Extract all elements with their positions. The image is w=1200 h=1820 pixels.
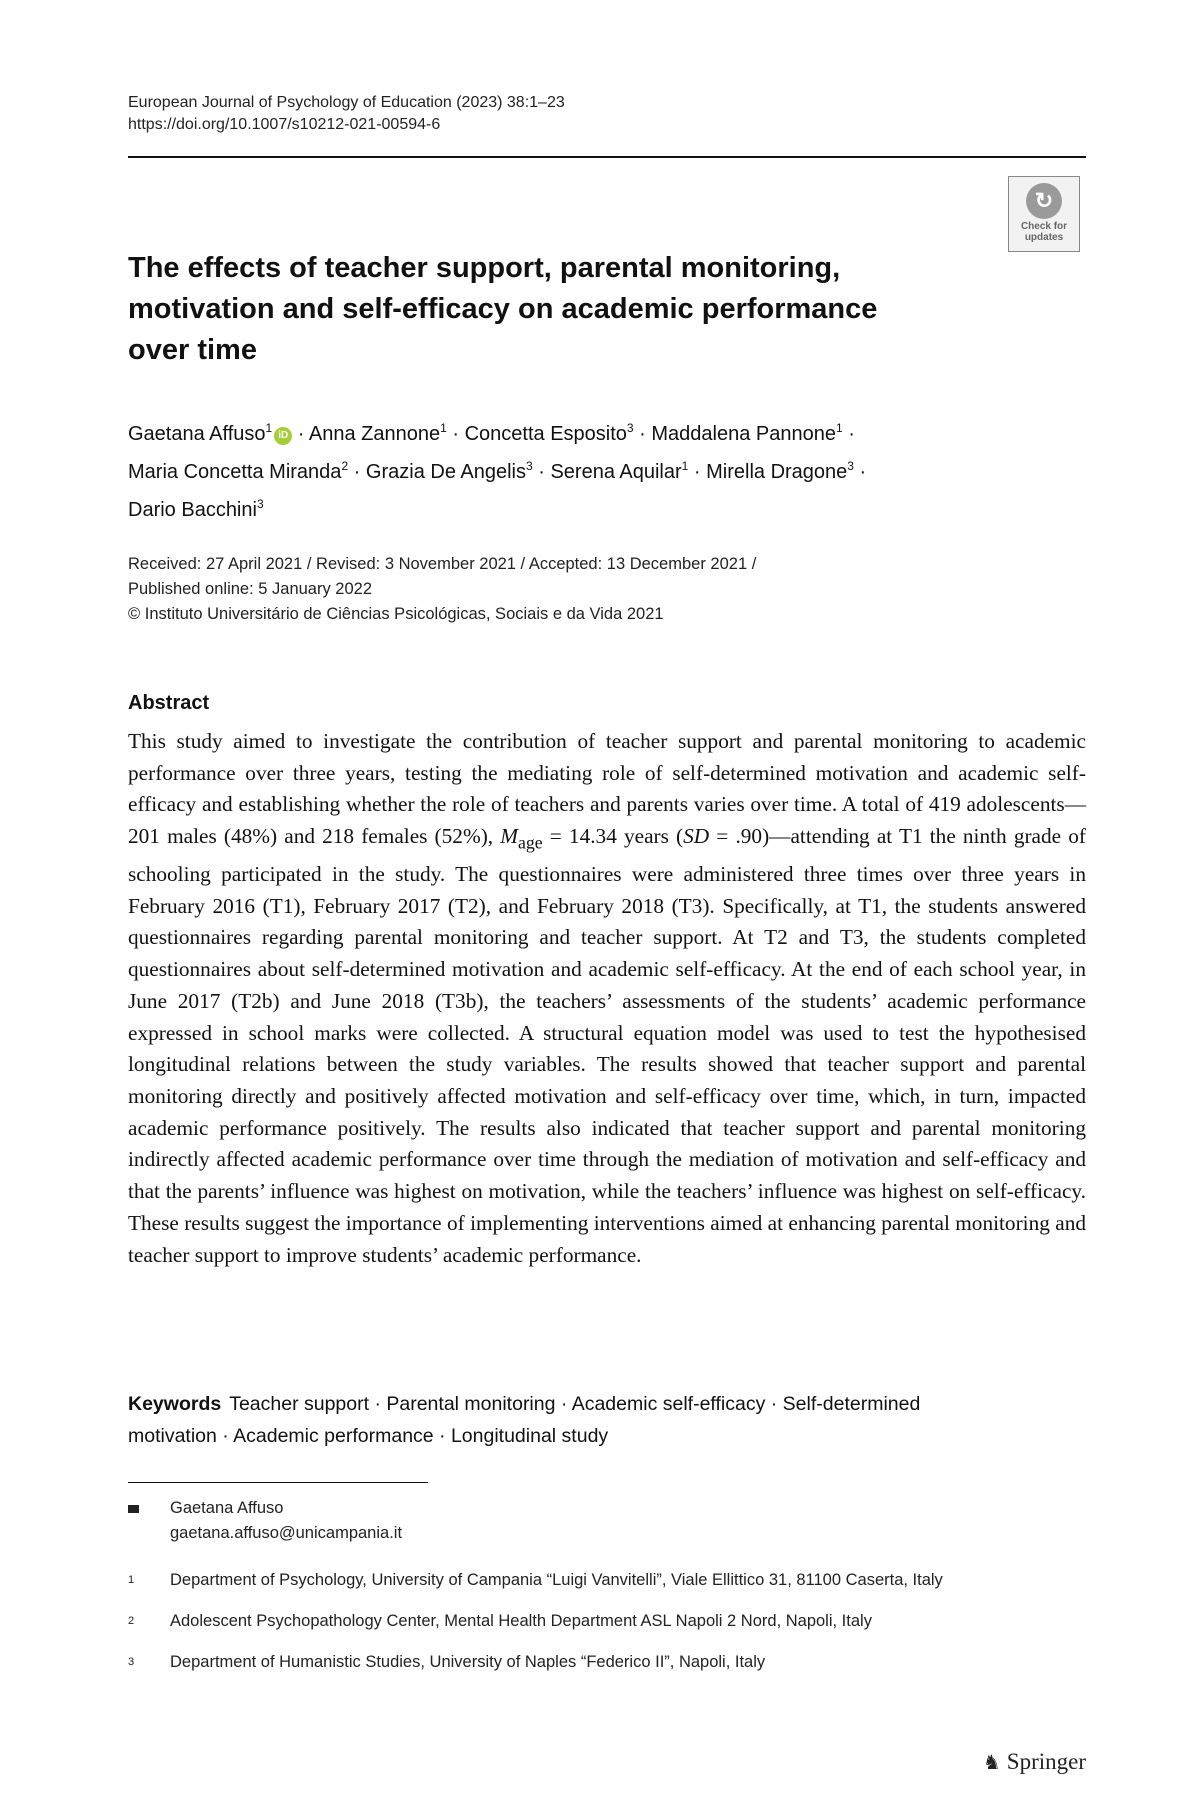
footnote-rule <box>128 1482 428 1483</box>
journal-header <box>128 92 565 136</box>
author-separator: · <box>446 423 465 445</box>
author-separator: · <box>853 461 867 483</box>
affiliation-sup: 3 <box>847 459 854 473</box>
author-separator: · <box>348 461 366 483</box>
affiliation-text: Department of Psychology, University of Campania “Luigi Vanvitelli”, Viale Ellittico 31, 81100 Caserta, Italy <box>170 1571 943 1589</box>
corresponding-author-email[interactable]: gaetana.affuso@unicampania.it <box>170 1524 403 1542</box>
sd-symbol: SD <box>683 824 710 849</box>
affiliation-sup: 3 <box>256 497 264 511</box>
author-name[interactable]: Maria Concetta Miranda <box>128 461 342 483</box>
copyright-line: © Instituto Universitário de Ciências Psicológicas, Sociais e da Vida 2021 <box>128 605 664 623</box>
author-separator: · <box>292 423 309 445</box>
author-name[interactable]: Grazia De Angelis <box>365 461 526 483</box>
affiliation-sup: 1 <box>265 421 273 435</box>
affiliation-sup: 3 <box>525 459 533 473</box>
author-separator: · <box>842 423 855 445</box>
keywords-heading: Keywords <box>128 1393 222 1415</box>
affiliation-text: Adolescent Psychopathology Center, Mental Health Department ASL Napoli 2 Nord, Napoli, Italy <box>170 1612 872 1630</box>
crossmark-icon: ↻ <box>1026 183 1062 219</box>
affiliation-mark: 1 <box>128 1574 135 1586</box>
affiliation-3 <box>128 1650 1086 1675</box>
doi-link[interactable]: https://doi.org/10.1007/s10212-021-00594-6 <box>128 116 441 133</box>
author-name[interactable]: Mirella Dragone <box>706 461 848 483</box>
affiliation-text: Department of Humanistic Studies, University of Naples “Federico II”, Napoli, Italy <box>170 1653 766 1671</box>
springer-horse-icon: ♞ <box>982 1752 1001 1774</box>
abstract-part-3: = .90)—attending at T1 the ninth grade of schooling participated in the study. The questionnaires were administered three times over three years in February 2016 (T1), February 2017 (T2), and February 2018 (T3). Specifically, at T1, the students answered questionnaires regarding parental monitoring and teacher support. At T2 and T3, the students completed questionnaires about self-determined motivation and academic self-efficacy. At the end of each school year, in June 2017 (T2b) and June 2018 (T3b), the teachers’ assessments of the students’ academic performance expressed in school marks were collected. A structural equation model was used to test the hypothesised longitudinal relations between the study variables. The results showed that teacher support and parental monitoring directly and positively affected motivation and self-efficacy over time, which, in turn, impacted academic performance positively. The results also indicated that teacher support and parental monitoring indirectly affected academic performance over time through the mediation of motivation and self-efficacy and that the parents’ influence was highest on motivation, while the teachers’ influence was highest on self-efficacy. These results suggest the importance of implementing interventions aimed at enhancing parental monitoring and teacher support to improve students’ academic performance. <box>128 824 1086 1267</box>
mean-age-subscript: age <box>518 832 543 853</box>
publication-history <box>128 552 1086 627</box>
affiliation-2 <box>128 1609 1086 1634</box>
keywords-list: Teacher support · Parental monitoring · Academic self-efficacy · Self-determined motivation · Academic performance · Longitudinal study <box>128 1393 921 1447</box>
publisher-logo <box>983 1749 1086 1775</box>
orcid-icon[interactable]: iD <box>274 427 292 445</box>
author-separator: · <box>532 461 551 483</box>
article-title: The effects of teacher support, parental monitoring, motivation and self-efficacy on academic performance over time <box>128 252 878 366</box>
affiliation-1 <box>128 1568 1086 1593</box>
corresponding-author-name: Gaetana Affuso <box>170 1499 284 1517</box>
published-online: Published online: 5 January 2022 <box>128 580 373 598</box>
affiliation-sup: 3 <box>626 421 634 435</box>
check-for-updates-badge[interactable] <box>1008 176 1080 252</box>
received-revised-accepted: Received: 27 April 2021 / Revised: 3 November 2021 / Accepted: 13 December 2021 / <box>128 555 757 573</box>
author-list <box>128 412 1086 526</box>
abstract-text <box>128 726 1086 1271</box>
crossmark-label-1: Check for <box>1020 221 1068 232</box>
affiliation-sup: 1 <box>836 421 843 435</box>
abstract-part-2: = 14.34 years ( <box>542 824 684 849</box>
author-name[interactable]: Serena Aquilar <box>550 461 682 483</box>
affiliation-mark: 2 <box>128 1615 135 1627</box>
envelope-icon <box>128 1505 139 1513</box>
author-name[interactable]: Dario Bacchini <box>128 499 257 521</box>
abstract-heading: Abstract <box>128 692 210 714</box>
crossmark-label-2: updates <box>1024 232 1064 243</box>
keywords <box>128 1388 986 1452</box>
affiliation-sup: 1 <box>440 421 447 435</box>
author-name[interactable]: Concetta Esposito <box>464 423 627 445</box>
affiliation-sup: 2 <box>341 459 349 473</box>
footnotes <box>128 1496 1086 1675</box>
author-separator: · <box>688 461 707 483</box>
journal-citation: European Journal of Psychology of Education (2023) 38:1–23 <box>128 94 565 111</box>
mean-age-symbol: M <box>500 824 518 849</box>
abstract-part-1: This study aimed to investigate the contribution of teacher support and parental monitoring to academic performance over three years, testing the mediating role of self-determined motivation and academic self-efficacy and establishing whether the role of teachers and parents varies over time. A total of 419 adolescents—201 males (48%) and 218 females (52%), <box>128 729 1086 849</box>
affiliation-mark: 3 <box>128 1656 135 1668</box>
author-name[interactable]: Gaetana Affuso <box>128 423 266 445</box>
author-name[interactable]: Maddalena Pannone <box>651 423 836 445</box>
author-separator: · <box>633 423 652 445</box>
header-rule <box>128 156 1086 158</box>
author-name[interactable]: Anna Zannone <box>308 423 441 445</box>
affiliation-sup: 1 <box>681 459 689 473</box>
publisher-name: Springer <box>1006 1749 1086 1774</box>
corresponding-author <box>128 1496 1086 1546</box>
